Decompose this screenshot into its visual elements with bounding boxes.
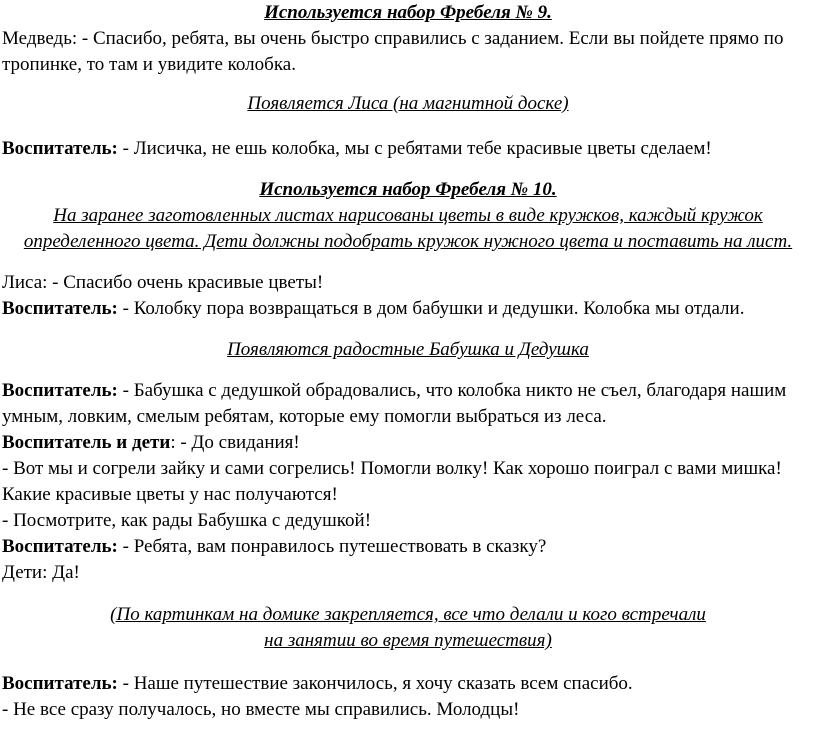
recap-line-1: - Вот мы и согрели зайку и сами согрелись! Помогли волку! Как хорошо поиграл с вами мишка! <box>2 458 782 479</box>
closing-line: - Не все сразу получалось, но вместе мы справились. Молодцы! <box>2 699 520 720</box>
heading-set-9: Используется набор Фребеля № 9. <box>264 2 552 23</box>
stage-direction-fox: Появляется Лиса (на магнитной доске) <box>247 93 569 114</box>
speaker-label: Воспитатель: <box>2 673 118 694</box>
stage-direction-grandparents: Появляются радостные Бабушка и Дедушка <box>227 339 589 360</box>
stage-direction-recap-line-2: на занятии во время путешествия) <box>264 630 552 651</box>
recap-line-2: Какие красивые цветы у нас получаются! <box>2 484 338 505</box>
bear-speech-line-2: тропинке, то там и увидите колобка. <box>2 54 296 75</box>
speaker-label: Воспитатель: <box>2 138 118 159</box>
heading-set-10: Используется набор Фребеля № 10. <box>259 179 557 200</box>
children-answer-line: Дети: Да! <box>2 562 80 583</box>
speaker-label: Воспитатель: <box>2 380 118 401</box>
teacher-line-question: Воспитатель: - Ребята, вам понравилось путешествовать в сказку? <box>2 536 547 557</box>
bear-speech-line-1: Медведь: - Спасибо, ребята, вы очень быстро справились с заданием. Если вы пойдете прямо по <box>2 28 784 49</box>
teacher-line-grandparents-1: Воспитатель: - Бабушка с дедушкой обрадовались, что колобка никто не съел, благодаря нашим <box>2 380 787 401</box>
teacher-line-return: Воспитатель: - Колобку пора возвращаться в дом бабушки и дедушки. Колобка мы отдали. <box>2 298 745 319</box>
speaker-label: Воспитатель: <box>2 536 118 557</box>
stage-direction-recap-line-1: (По картинкам на домике закрепляется, все что делали и кого встречали <box>110 604 706 625</box>
teacher-line-grandparents-2: умным, ловким, смелым ребятам, которые ему помогли выбраться из леса. <box>2 406 607 427</box>
teacher-line-fox: Воспитатель: - Лисичка, не ешь колобка, мы с ребятами тебе красивые цветы сделаем! <box>2 138 712 159</box>
teacher-and-children-line: Воспитатель и дети: - До свидания! <box>2 432 300 453</box>
speaker-label: Воспитатель: <box>2 298 118 319</box>
teacher-line-thanks: Воспитатель: - Наше путешествие закончилось, я хочу сказать всем спасибо. <box>2 673 633 694</box>
stage-direction-flowers-line-2: определенного цвета. Дети должны подобрать кружок нужного цвета и поставить на лист. <box>23 231 793 252</box>
stage-direction-flowers-line-1: На заранее заготовленных листах нарисованы цветы в виде кружков, каждый кружок <box>53 205 763 226</box>
speaker-label: Воспитатель и дети <box>2 432 171 453</box>
look-line: - Посмотрите, как рады Бабушка с дедушкой! <box>2 510 372 531</box>
fox-speech-line: Лиса: - Спасибо очень красивые цветы! <box>2 272 324 293</box>
